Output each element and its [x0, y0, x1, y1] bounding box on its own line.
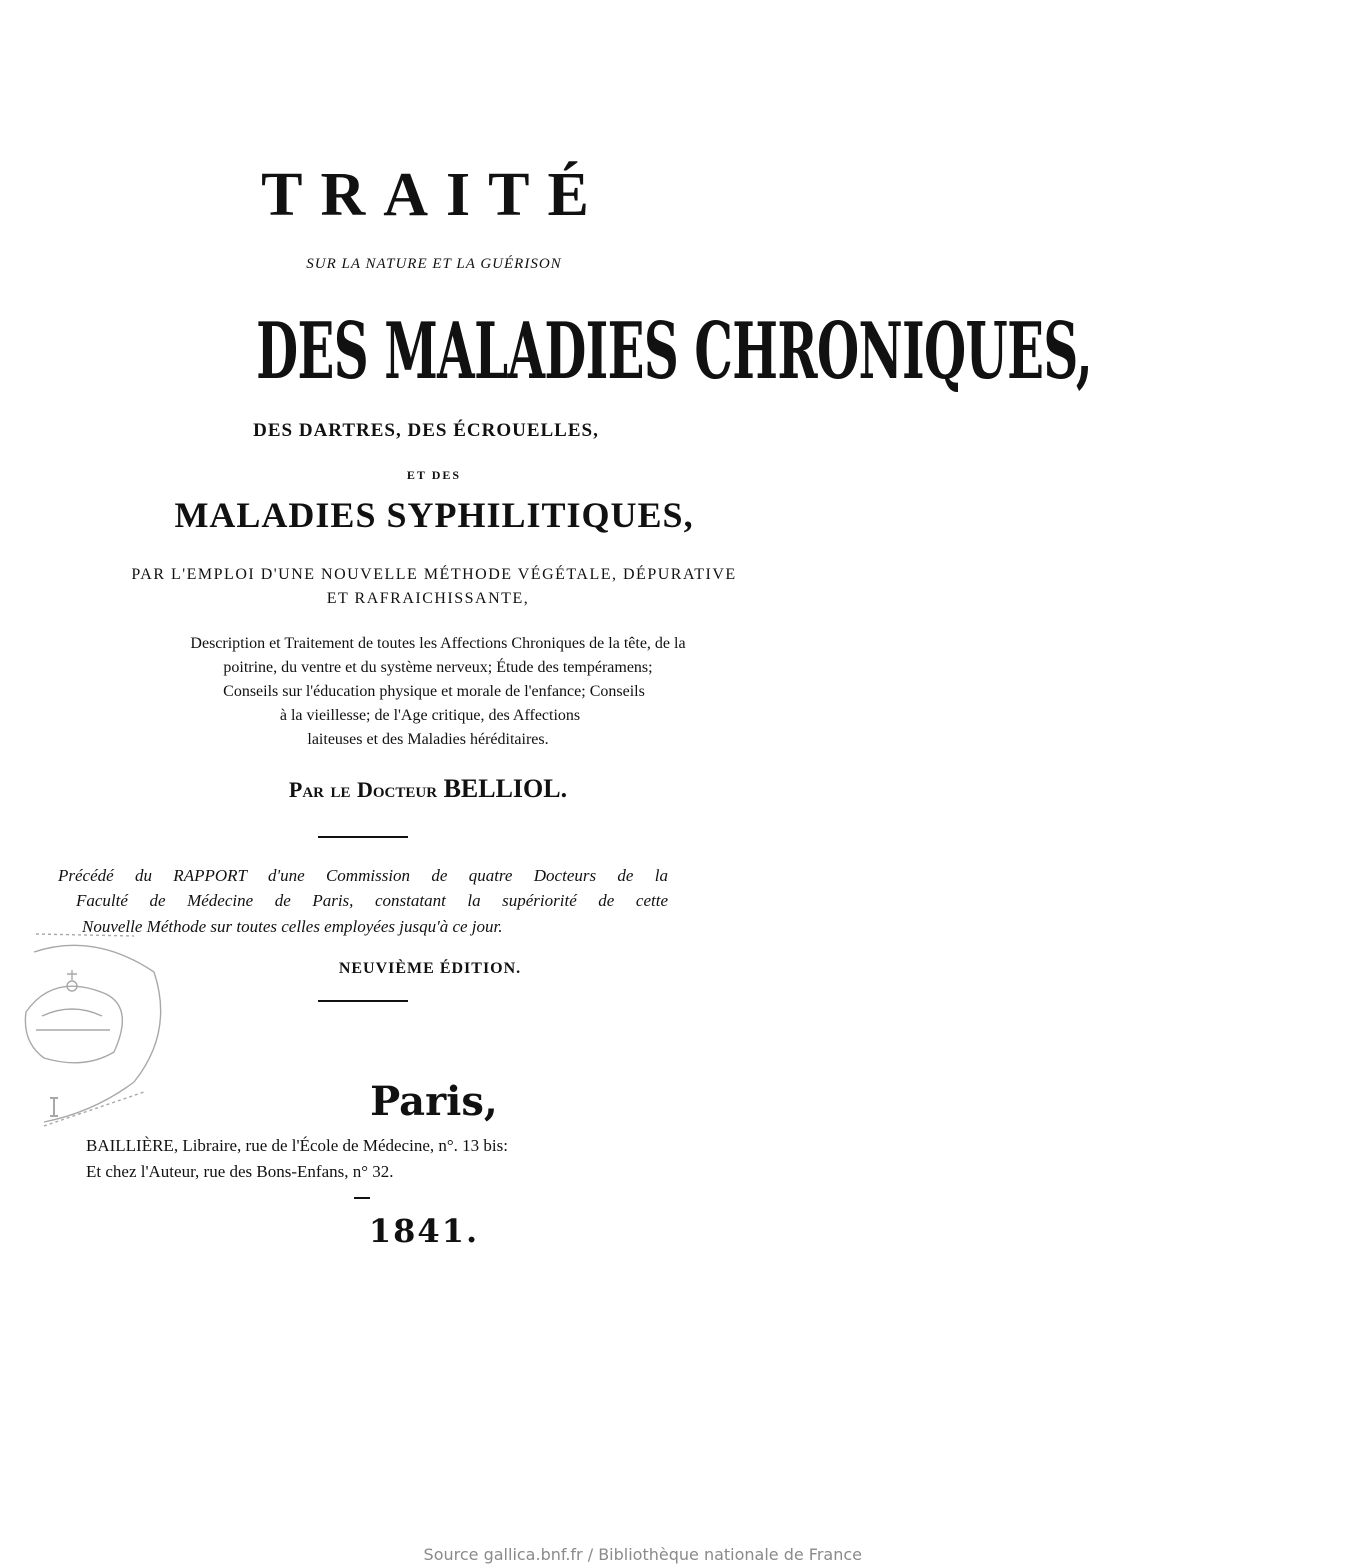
crown-arch-icon	[42, 1009, 102, 1016]
description-line-3: Conseils sur l'éducation physique et morale de l'enfance; Conseils	[223, 683, 645, 700]
author-prefix-docteur: Docteur	[357, 777, 438, 802]
book-subtitle-2: DES DARTRES, DES ÉCROUELLES,	[253, 420, 599, 441]
stamp-arc-icon	[34, 945, 154, 972]
preface-line-3: Nouvelle Méthode sur toutes celles employées jusqu'à ce jour.	[82, 917, 503, 936]
crown-cross-icon	[67, 970, 77, 980]
book-title-syphilitic: MALADIES SYPHILITIQUES,	[174, 495, 694, 535]
author-line	[0, 774, 862, 804]
divider-rule	[354, 1197, 370, 1199]
publisher-line: BAILLIÈRE, Libraire, rue de l'École de Médecine, n°. 13 bis:	[86, 1136, 508, 1155]
divider-rule	[318, 1000, 408, 1002]
stamp-border-icon	[36, 934, 134, 936]
source-credit: Source gallica.bnf.fr / Bibliothèque nationale de France	[423, 1545, 862, 1564]
book-conjunction: ET DES	[406, 468, 462, 482]
description-line-5: laiteuses et des Maladies héréditaires.	[307, 731, 549, 748]
author-prefix-par: Par	[288, 777, 324, 802]
book-main-title-text: DES MALADIES CHRONIQUES,	[256, 306, 1093, 397]
stamp-arc-icon	[134, 972, 161, 1082]
book-main-title	[0, 306, 1093, 397]
divider-rule	[318, 836, 408, 838]
book-subtitle: SUR LA NATURE ET LA GUÉRISON	[306, 256, 562, 272]
author-prefix-le: le	[330, 777, 351, 802]
description-line-4: à la vieillesse; de l'Age critique, des Affections	[279, 707, 581, 724]
imprint-city: Paris,	[370, 1078, 498, 1125]
book-title: TRAITÉ	[261, 161, 607, 229]
author-address-line: Et chez l'Auteur, rue des Bons-Enfans, n° 32.	[86, 1162, 394, 1181]
preface-line-2: Faculté de Médecine de Paris, constatant la supériorité de cette	[76, 891, 668, 910]
author-name: BELLIOL.	[443, 774, 568, 803]
method-line-2: ET RAFRAICHISSANTE,	[326, 590, 530, 607]
description-line-1: Description et Traitement de toutes les Affections Chroniques de la tête, de la	[190, 635, 686, 652]
publication-year: 1841.	[368, 1212, 480, 1250]
description-line-2: poitrine, du ventre et du système nerveux; Étude des tempéramens;	[223, 659, 653, 676]
preface-line-1: Précédé du RAPPORT d'une Commission de quatre Docteurs de la	[58, 866, 668, 885]
edition-label: NEUVIÈME ÉDITION.	[338, 960, 522, 977]
method-line-1: PAR L'EMPLOI D'UNE NOUVELLE MÉTHODE VÉGÉTALE, DÉPURATIVE	[131, 566, 737, 583]
crown-icon	[25, 986, 122, 1063]
